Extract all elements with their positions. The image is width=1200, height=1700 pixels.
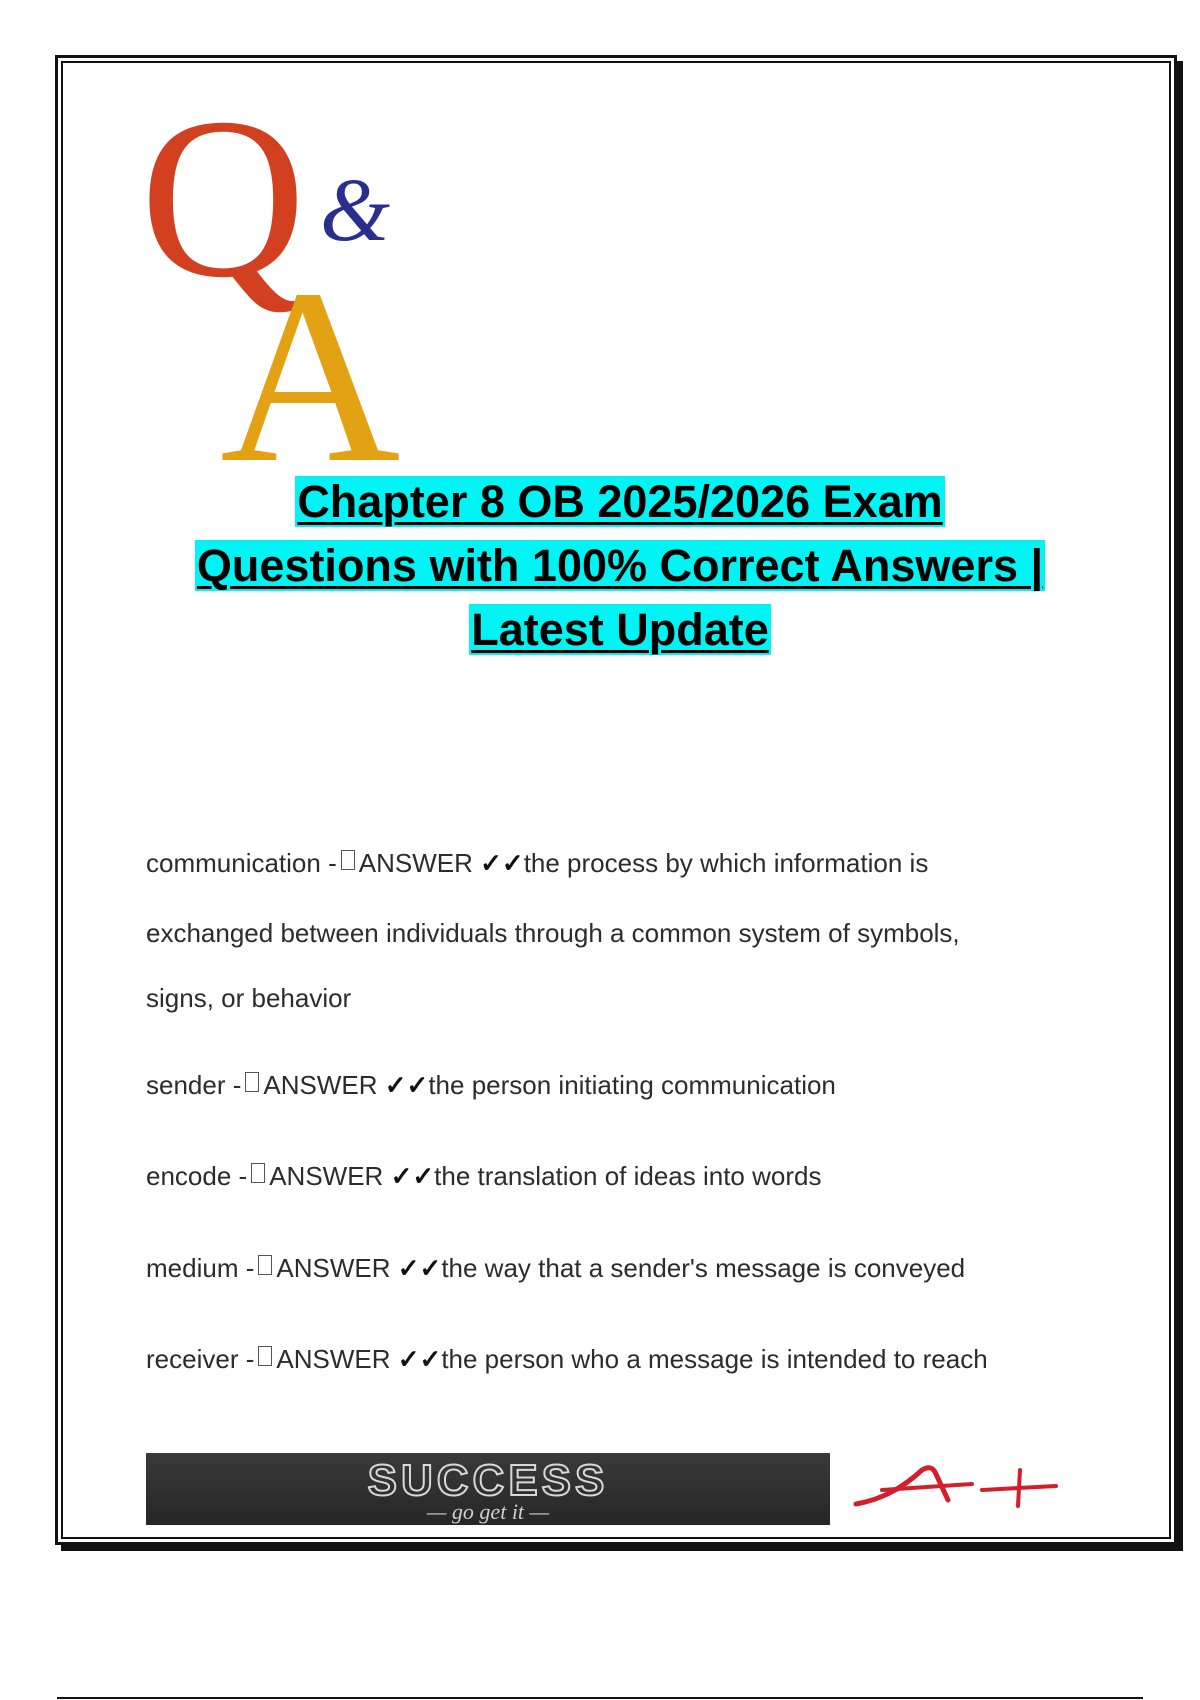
- title-line1-part2: 2025/2026 Exam: [584, 476, 943, 527]
- entry-answer-label: ANSWER: [358, 848, 473, 878]
- checkmark-icon: ✓✓: [397, 1344, 442, 1374]
- answer-marker-icon: [245, 1072, 259, 1092]
- entry-answer-label: ANSWER: [269, 1161, 384, 1191]
- logo-q-letter: Q: [140, 80, 307, 325]
- entry-term: receiver: [146, 1344, 239, 1374]
- logo-a-letter: A: [220, 238, 401, 470]
- entry-term: communication: [146, 848, 321, 878]
- checkmark-icon: ✓✓: [480, 848, 524, 878]
- entry-term: encode: [146, 1161, 232, 1191]
- entry-definition: the translation of ideas into words: [434, 1161, 822, 1191]
- entry-communication: communication - ANSWER ✓✓the process by which information is: [146, 848, 929, 878]
- a-plus-grade-mark: [852, 1460, 1062, 1520]
- answer-marker-icon: [258, 1255, 272, 1275]
- answer-marker-icon: [341, 850, 355, 870]
- entry-medium: medium - ANSWER ✓✓the way that a sender's message is conveyed: [146, 1253, 966, 1283]
- entry-encode: encode - ANSWER ✓✓the translation of ideas into words: [146, 1161, 822, 1191]
- entry-definition: the person initiating communication: [428, 1070, 836, 1100]
- entry-definition-line1: the process by which information is: [523, 848, 929, 878]
- entry-definition-line3: signs, or behavior: [146, 983, 352, 1013]
- banner-word: SUCCESS: [367, 1456, 609, 1505]
- entry-sender: sender - ANSWER ✓✓the person initiating communication: [146, 1070, 836, 1100]
- entry-definition: the way that a sender's message is conveyed: [441, 1253, 966, 1283]
- answer-marker-icon: [258, 1346, 272, 1366]
- entry-term: sender: [146, 1070, 226, 1100]
- title-line1-part1: Chapter 8 OB: [297, 476, 585, 527]
- entry-definition: the person who a message is intended to reach: [441, 1344, 988, 1374]
- logo-ampersand: &: [320, 161, 391, 260]
- checkmark-icon: ✓✓: [390, 1161, 435, 1191]
- entry-answer-label: ANSWER: [276, 1344, 391, 1374]
- checkmark-icon: ✓✓: [397, 1253, 442, 1283]
- footer-divider: [57, 1697, 1143, 1699]
- checkmark-icon: ✓✓: [384, 1070, 429, 1100]
- qa-logo: [140, 80, 440, 470]
- answer-marker-icon: [251, 1163, 265, 1183]
- entry-term: medium: [146, 1253, 239, 1283]
- entry-receiver: receiver - ANSWER ✓✓the person who a message is intended to reach: [146, 1344, 988, 1374]
- entry-answer-label: ANSWER: [263, 1070, 378, 1100]
- document-title: [100, 470, 1140, 662]
- banner-tagline: — go get it —: [426, 1499, 550, 1524]
- entry-answer-label: ANSWER: [276, 1253, 391, 1283]
- title-line3: Latest Update: [471, 604, 769, 655]
- success-chalkboard-image: [146, 1453, 830, 1525]
- entry-definition-line2: exchanged between individuals through a common system of symbols,: [146, 918, 960, 948]
- title-line2: Questions with 100% Correct Answers |: [196, 540, 1044, 591]
